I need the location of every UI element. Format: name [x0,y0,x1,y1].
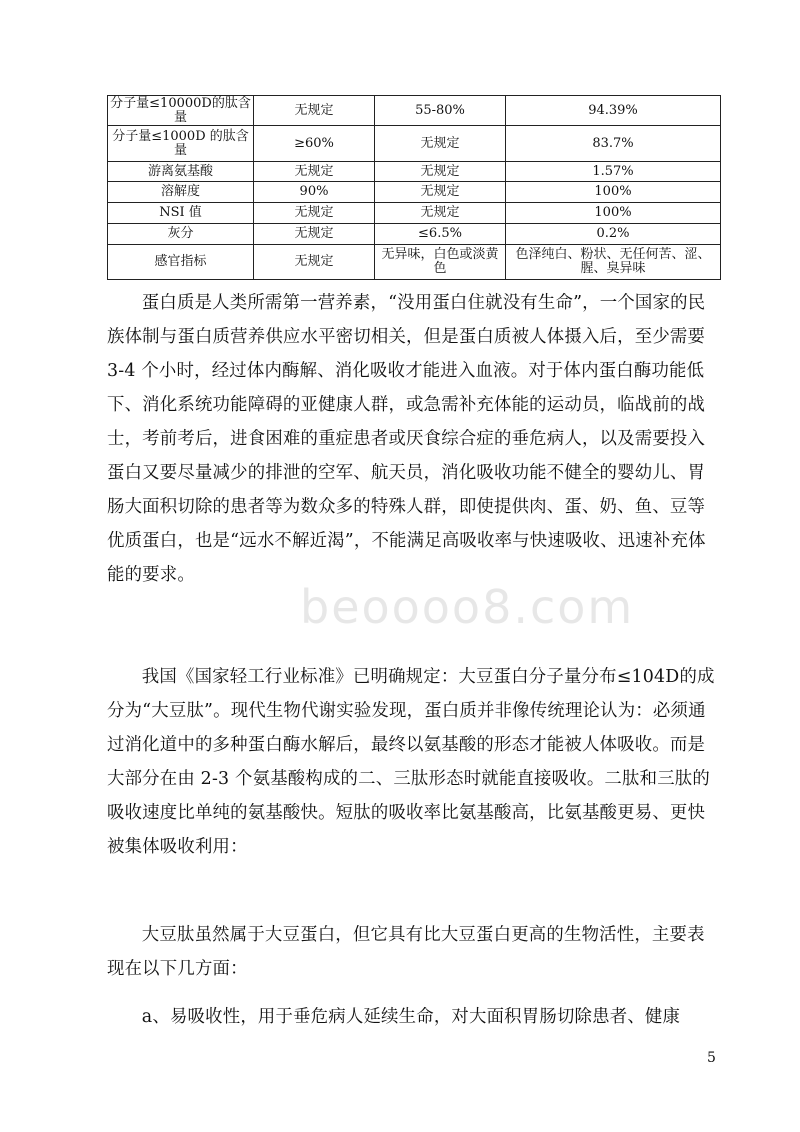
table-cell: 94.39% [506,96,721,126]
table-row [108,182,721,203]
table-cell: ≥60% [254,126,375,162]
table-cell: 无规定 [254,96,375,126]
table-row [108,245,721,280]
table-cell: 83.7% [506,126,721,162]
paragraph-text: 大豆肽虽然属于大豆蛋白，但它具有比大豆蛋白更高的生物活性，主要表现在以下几方面： [107,925,705,979]
paragraph-2 [107,660,722,864]
watermark: beoooo8.com [300,580,635,634]
paragraph-text: 我国《国家轻工行业标准》已明确规定：大豆蛋白分子量分布≤104D的成分为“大豆肽”。现代生物代谢实验发现，蛋白质并非像传统理论认为：必须通过消化道中的多种蛋白酶水解后，最终以氨基酸的形态才能被人体吸收。而是大部分在由 2-3 个氨基酸构成的二、三肽形态时就能直接吸收。二肽和三肽的吸收速度比单纯的氨基酸快。短肽的吸收率比氨基酸高，比氨基酸更易、更快被集体吸收利用： [107,667,715,857]
table-cell: 分子量≤10000D的肽含量 [108,96,254,126]
table-cell: ≤6.5% [375,224,506,245]
table-cell: 55-80% [375,96,506,126]
paragraph-1 [107,286,722,592]
table-cell: 1.57% [506,162,721,182]
table-cell: 分子量≤1000D 的肽含量 [108,126,254,162]
table-cell: 0.2% [506,224,721,245]
table-cell: 色泽纯白、粉状、无任何苦、涩、腥、臭异味 [506,245,721,280]
table-cell: 感官指标 [108,245,254,280]
table-cell: 灰分 [108,224,254,245]
page-number: 5 [707,1050,716,1066]
table-row [108,203,721,224]
table-cell: 无异味，白色或淡黄色 [375,245,506,280]
table-cell: 无规定 [375,203,506,224]
table-cell: 无规定 [254,224,375,245]
table-row [108,162,721,182]
table-row [108,126,721,162]
paragraph-4 [107,1000,722,1034]
table-row [108,224,721,245]
table-cell: 无规定 [254,203,375,224]
table-cell: 90% [254,182,375,203]
table-cell: 无规定 [375,182,506,203]
table-cell: 无规定 [254,162,375,182]
table-cell: NSI 值 [108,203,254,224]
table-cell: 100% [506,203,721,224]
paragraph-text: a、易吸收性，用于垂危病人延续生命，对大面积胃肠切除患者、健康 [141,1007,681,1027]
table-cell: 溶解度 [108,182,254,203]
table-cell: 100% [506,182,721,203]
table-cell: 游离氨基酸 [108,162,254,182]
table-cell: 无规定 [254,245,375,280]
paragraph-3 [107,918,722,986]
paragraph-text: 蛋白质是人类所需第一营养素，“没用蛋白住就没有生命”，一个国家的民族体制与蛋白质营养供应水平密切相关，但是蛋白质被人体摄入后，至少需要 3-4 个小时，经过体内酶解、消化吸收才能进入血液。对于体内蛋白酶功能低下、消化系统功能障碍的亚健康人群，或急需补充体能的运动员，临战前的战士，考前考后，进食困难的重症患者或厌食综合症的垂危病人，以及需要投入蛋白又要尽量减少的排泄的空军、航天员，消化吸收功能不健全的婴幼儿、胃肠大面积切除的患者等为数众多的特殊人群，即使提供肉、蛋、奶、鱼、豆等优质蛋白，也是“远水不解近渴”，不能满足高吸收率与快速吸收、迅速补充体能的要求。 [107,293,706,585]
table-cell: 无规定 [375,126,506,162]
spec-table [107,95,721,280]
table-row [108,96,721,126]
table-cell: 无规定 [375,162,506,182]
